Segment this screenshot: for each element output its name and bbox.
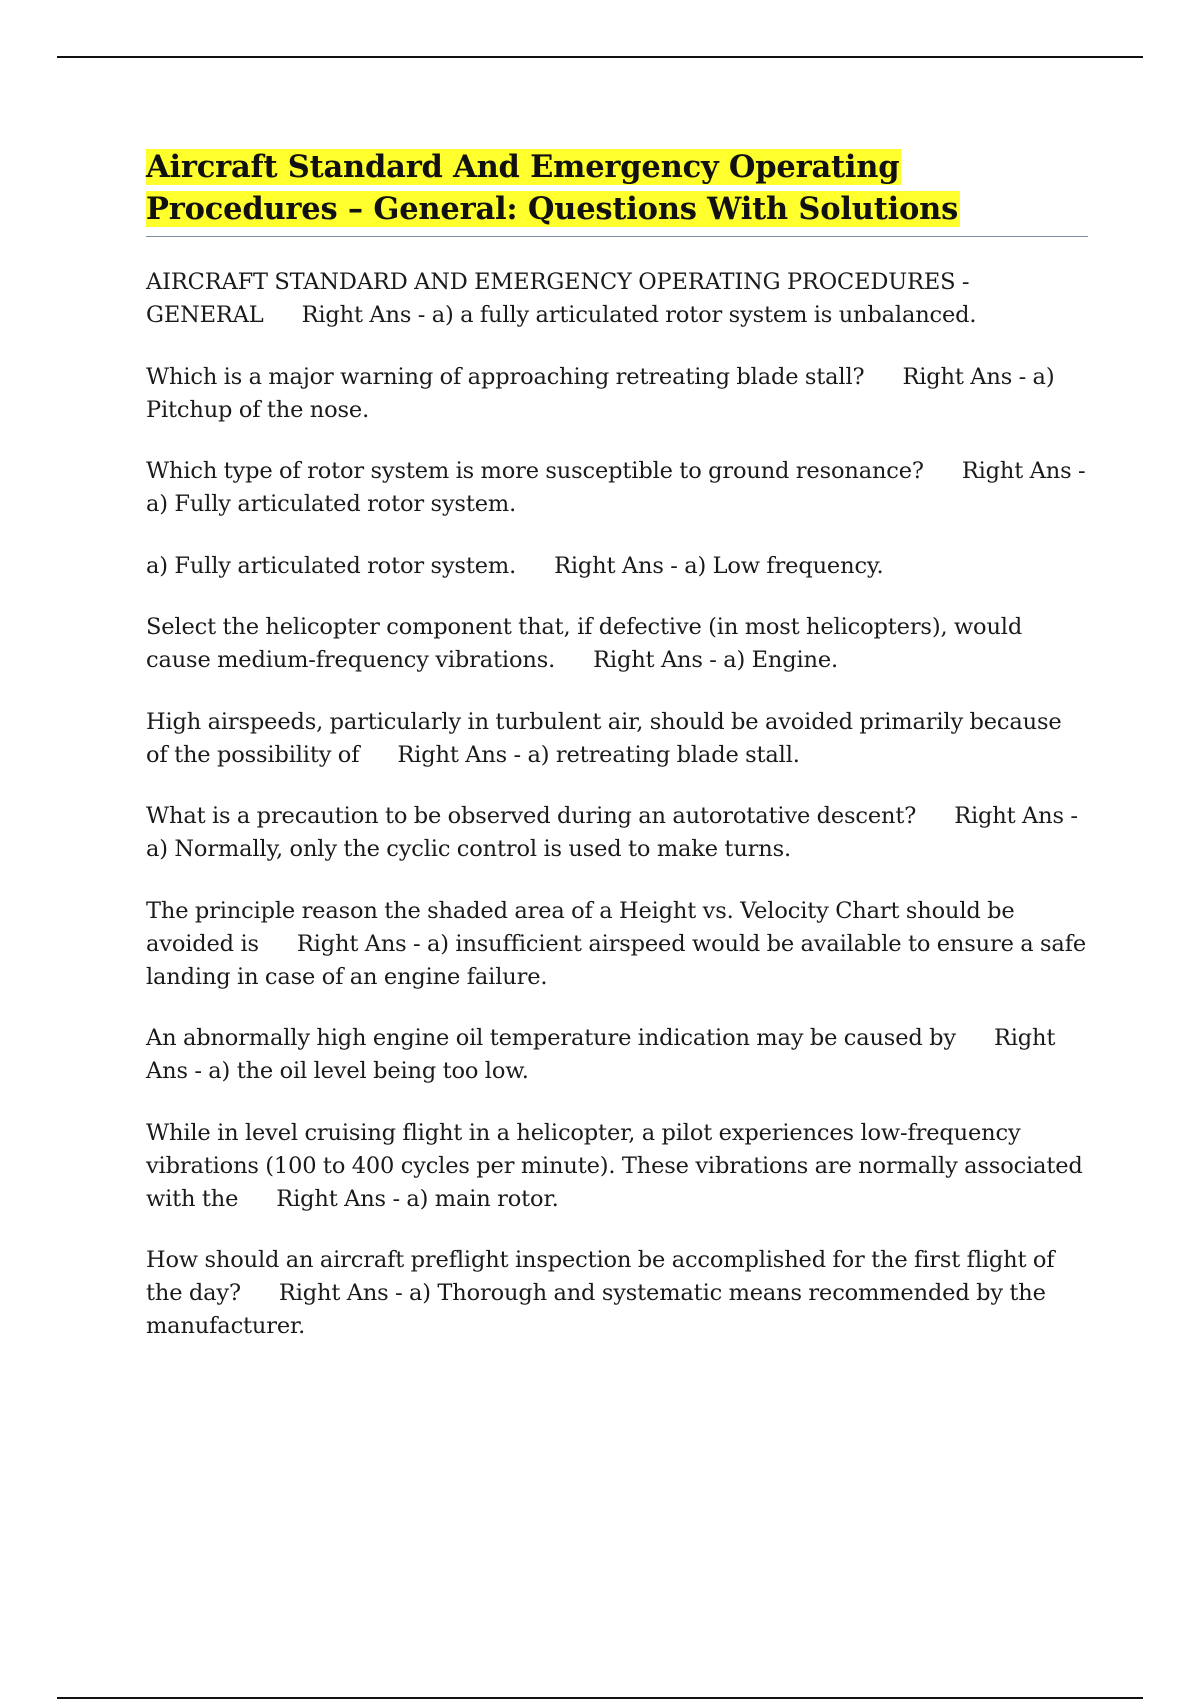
question-text: How should an aircraft preflight inspection be accomplished for the first flight of the day? (146, 1247, 1055, 1306)
answer-text: Right Ans - a) a fully articulated rotor system is unbalanced. (301, 302, 977, 328)
answer-text: Right Ans - a) Low frequency. (554, 552, 884, 579)
qa-item (146, 1117, 1088, 1216)
qa-item (146, 550, 1088, 583)
answer-text: Right Ans - a) Fully articulated rotor system. (146, 458, 1086, 517)
header-rule (57, 56, 1143, 58)
document-body (146, 146, 1088, 1372)
qa-item (146, 706, 1088, 772)
answer-text: Right Ans - a) insufficient airspeed would be available to ensure a safe landing in case of an engine failure. (146, 930, 1087, 990)
question-text: While in level cruising flight in a helicopter, a pilot experiences low-frequency vibrations (100 to 400 cycles per minute). These vibrations are normally associated with the (146, 1119, 1083, 1212)
answer-text: Right Ans - a) Engine. (593, 647, 839, 673)
answer-text: Right Ans - a) Normally, only the cyclic control is used to make turns. (146, 803, 1078, 862)
qa-list (146, 266, 1088, 1343)
answer-text: Right Ans - a) Thorough and systematic means recommended by the manufacturer. (146, 1280, 1046, 1339)
question-text: What is a precaution to be observed during an autorotative descent? (146, 803, 917, 829)
question-text: An abnormally high engine oil temperature indication may be caused by (146, 1025, 956, 1051)
title-underline (146, 236, 1088, 237)
qa-item (146, 611, 1088, 677)
qa-item (146, 455, 1088, 521)
qa-item (146, 1022, 1088, 1088)
title-highlight: Aircraft Standard And Emergency Operating Procedures – General: Questions With Solutions (146, 149, 959, 227)
answer-text: Right Ans - a) Pitchup of the nose. (146, 363, 1055, 423)
qa-item (146, 895, 1088, 994)
qa-item (146, 800, 1088, 866)
qa-item (146, 266, 1088, 332)
question-text: a) Fully articulated rotor system. (146, 552, 517, 579)
question-text: The principle reason the shaded area of a Height vs. Velocity Chart should be avoided is (146, 897, 1015, 957)
qa-item (146, 361, 1088, 427)
qa-item (146, 1244, 1088, 1343)
answer-text: Right Ans - a) main rotor. (276, 1185, 559, 1212)
question-text: Select the helicopter component that, if defective (in most helicopters), would cause medium-frequency vibrations. (146, 614, 1023, 673)
document-title (146, 146, 1088, 230)
question-text: Which is a major warning of approaching retreating blade stall? (146, 363, 865, 390)
answer-text: Right Ans - a) retreating blade stall. (397, 741, 800, 768)
question-text: High airspeeds, particularly in turbulent air, should be avoided primarily because of the possibility of (146, 708, 1062, 768)
question-text: AIRCRAFT STANDARD AND EMERGENCY OPERATING PROCEDURES - GENERAL (146, 269, 970, 328)
question-text: Which type of rotor system is more susceptible to ground resonance? (146, 458, 924, 484)
answer-text: Right Ans - a) the oil level being too low. (146, 1025, 1056, 1084)
footer-rule (57, 1697, 1143, 1699)
